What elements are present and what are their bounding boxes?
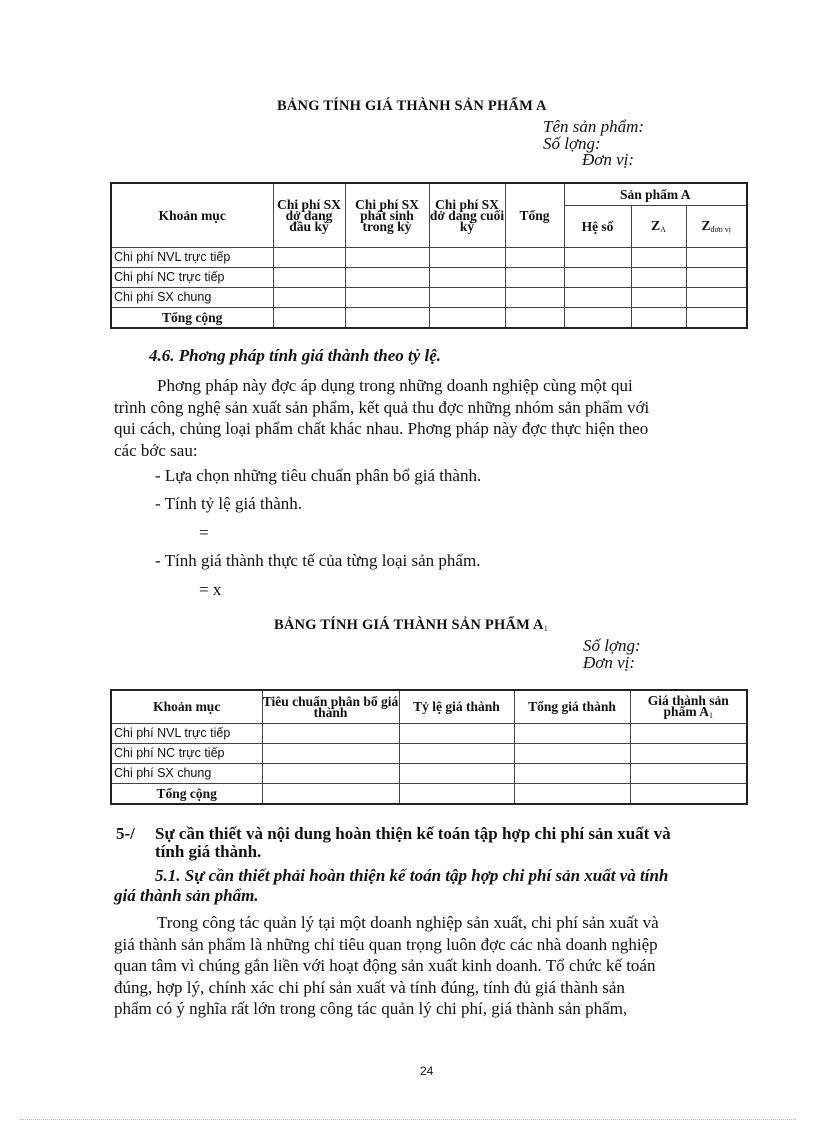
row-label: Chi phí NVL trực tiếp	[111, 723, 262, 743]
footer-divider	[20, 1119, 796, 1120]
header-z-unit: $Z_{đơn vị}$	[686, 205, 747, 247]
total-row-label: Tổng cộng	[111, 783, 262, 804]
section-5-number: 5-/	[116, 824, 135, 843]
table1-quantity-label: Số lợng:	[543, 134, 601, 153]
paragraph-line: trình công nghệ sản xuất sản phẩm, kết quả thu đợc những nhóm sản phẩm với	[114, 397, 650, 417]
header-allocation-criteria: Tiêu chuẩn phân bổ giá thành	[262, 690, 399, 723]
formula-cost: = x	[199, 580, 222, 599]
formula-ratio: =	[199, 523, 209, 542]
cost-table-product-a	[110, 182, 748, 329]
row-label: Chi phí NC trực tiếp	[111, 743, 262, 763]
paragraph-line: phẩm có ý nghĩa rất lớn trong công tác quản lý chi phí, giá thành sản phẩm,	[114, 999, 628, 1018]
page-number: 24	[420, 1064, 434, 1078]
row-label: Chi phí NC trực tiếp	[111, 267, 273, 287]
table1-product-name-label: Tên sản phẩm:	[543, 117, 645, 136]
table1-unit-label: Đơn vị:	[582, 150, 635, 169]
header-incurred: Chi phí SX phát sinh trong kỳ	[345, 183, 429, 247]
table2-title: BẢNG TÍNH GIÁ THÀNH SẢN PHẨM $A_1$	[274, 617, 548, 633]
table2-quantity-label: Số lợng:	[583, 636, 641, 655]
heading-line: 5.1. Sự cần thiết phải hoàn thiện kế toán tập hợp chi phí sản xuất và tính	[155, 866, 669, 885]
header-total: Tổng	[505, 183, 564, 247]
total-row-label: Tổng cộng	[111, 307, 273, 328]
header-closing-wip: Chi phí SX dở dang cuối kỳ	[429, 183, 505, 247]
section-4-6-heading: 4.6. Phơng pháp tính giá thành theo tỷ lệ.	[149, 346, 442, 365]
paragraph-line: Trong công tác quản lý tại một doanh nghiệp sản xuất, chi phí sản xuất và	[157, 913, 659, 932]
section-5-paragraph	[114, 912, 742, 1020]
row-label: Chi phí SX chung	[111, 763, 262, 783]
row-label: Chi phí NVL trực tiếp	[111, 247, 273, 267]
section-4-6-paragraph	[114, 375, 742, 461]
step-3: - Tính giá thành thực tế của từng loại sản phẩm.	[155, 551, 481, 570]
paragraph-line: giá thành sản phẩm là những chỉ tiêu quan trọng luôn đợc các nhà doanh nghiệp	[114, 934, 658, 954]
step-2: - Tính tỷ lệ giá thành.	[155, 494, 302, 513]
header-coefficient: Hệ số	[564, 205, 631, 247]
paragraph-line: đúng, hợp lý, chính xác chi phí sản xuất và tính đúng, tính đủ giá thành sản	[114, 977, 625, 997]
header-za: $Z_A$	[631, 205, 686, 247]
header-item: Khoản mục	[111, 183, 273, 247]
table2-unit-label: Đơn vị:	[583, 653, 636, 672]
header-product-group: Sản phẩm A	[564, 183, 747, 205]
table1-title: BẢNG TÍNH GIÁ THÀNH SẢN PHẨM A	[277, 98, 547, 114]
cost-table-product-a1	[110, 689, 748, 805]
section-5-1-heading	[114, 866, 742, 906]
header-ratio: Tỷ lệ giá thành	[399, 690, 514, 723]
heading-line: giá thành sản phẩm.	[114, 886, 259, 905]
row-label: Chi phí SX chung	[111, 287, 273, 307]
paragraph-line: qui cách, chủng loại phẩm chất khác nhau. Phơng pháp này đợc thực hiện theo	[114, 419, 649, 438]
header-product-cost: Giá thành sản phẩm $A_1$	[630, 690, 747, 723]
heading-line: Sự cần thiết và nội dung hoàn thiện kế toán tập hợp chi phí sản xuất và	[155, 824, 671, 843]
heading-line: tính giá thành.	[155, 842, 262, 861]
header-item: Khoản mục	[111, 690, 262, 723]
step-1: - Lựa chọn những tiêu chuẩn phân bổ giá thành.	[155, 466, 482, 485]
header-total-cost: Tổng giá thành	[514, 690, 630, 723]
header-opening-wip: Chi phí SX dở dang đầu kỳ	[273, 183, 345, 247]
section-5-heading	[155, 825, 745, 861]
paragraph-line: quan tâm vì chúng gắn liền với hoạt động sản xuất kinh doanh. Tổ chức kế toán	[114, 956, 656, 975]
paragraph-line: các bớc sau:	[114, 440, 198, 460]
paragraph-line: Phơng pháp này đợc áp dụng trong những doanh nghiệp cùng một qui	[157, 376, 633, 395]
